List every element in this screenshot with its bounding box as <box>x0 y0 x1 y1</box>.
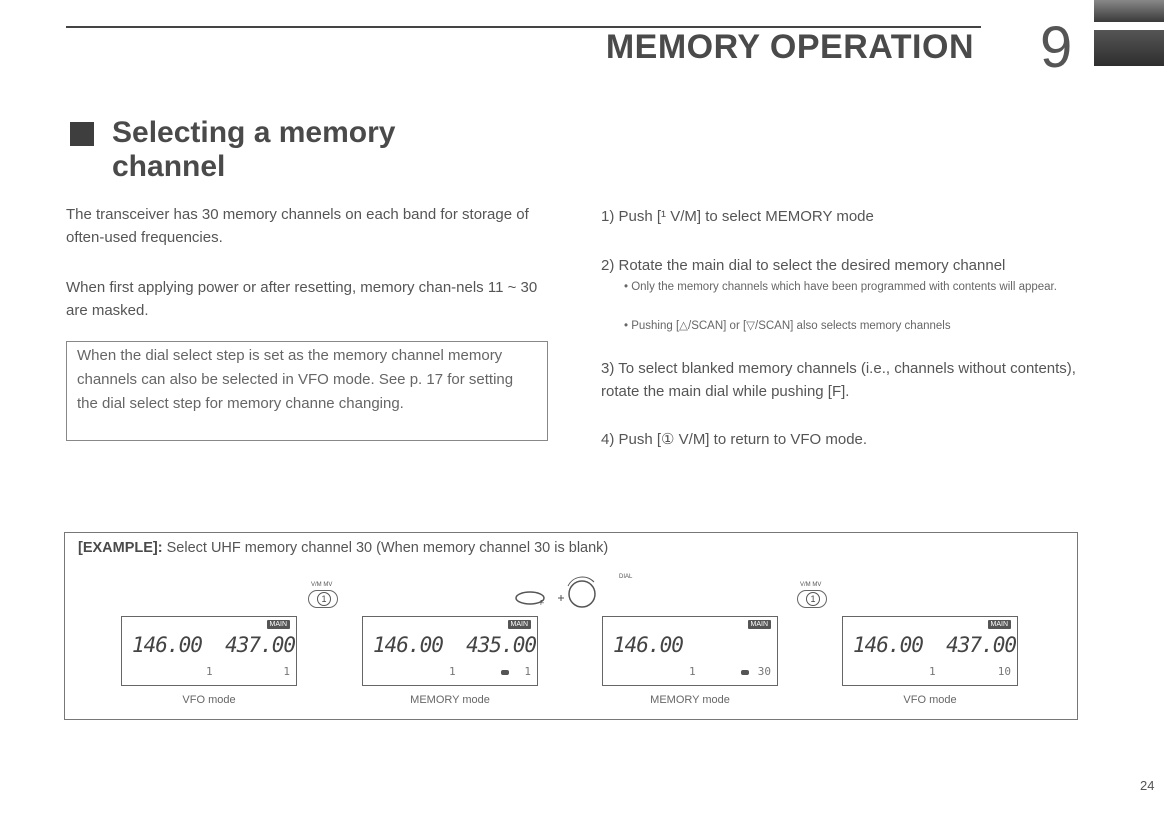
vm-button-label: V/M MV <box>311 582 333 588</box>
lcd-right-digit: 1 <box>283 665 290 678</box>
intro-paragraph: The transceiver has 30 memory channels on each band for storage of often-used frequencies. <box>66 206 529 246</box>
lcd-right-digit: 10 <box>997 665 1011 678</box>
main-indicator: MAIN <box>508 620 532 629</box>
main-indicator: MAIN <box>748 620 772 629</box>
step-2: 2) Rotate the main dial to select the desired memory channel <box>601 257 1006 274</box>
main-indicator: MAIN <box>988 620 1012 629</box>
f-plus-dial-icon <box>506 572 626 614</box>
lcd-right-digit: 1 <box>524 665 531 678</box>
side-tab-marker <box>1094 0 1164 22</box>
example-caption <box>78 540 608 556</box>
lcd-left-digit: 1 <box>689 665 696 678</box>
section-title <box>112 116 512 184</box>
lcd-display-2 <box>362 616 538 686</box>
lcd-display-3 <box>602 616 778 686</box>
display-mode-label: VFO mode <box>182 694 236 706</box>
step-4: 4) Push [① V/M] to return to VFO mode. <box>601 431 868 448</box>
f-label: F <box>540 600 545 607</box>
lcd-right-digit: 30 <box>757 665 771 678</box>
note-text: When the dial select step is set as the memory channel memory channels can also be selected in VFO mode. See p. 17 for setting the dial select step for memory channe changing. <box>77 347 514 412</box>
memory-indicator-icon <box>501 670 509 675</box>
step-3: 3) To select blanked memory channels (i.e., channels without contents), rotate the main dial while pushing [F]. <box>601 360 1076 400</box>
section-title-line1: Selecting a memory <box>112 116 396 149</box>
vm-button-number-2: 1 <box>806 592 820 606</box>
display-mode-label: MEMORY mode <box>410 694 490 706</box>
step-2-note-2: • Pushing [△/SCAN] or [▽/SCAN] also selects memory channels <box>624 320 951 332</box>
display-mode-label: VFO mode <box>903 694 957 706</box>
lcd-frequency: 146.00 437.00 <box>132 633 296 657</box>
page-number: 24 <box>1140 778 1155 793</box>
main-indicator: MAIN <box>267 620 291 629</box>
section-title-line2: channel <box>112 150 226 183</box>
side-tab-marker-active <box>1094 30 1164 66</box>
chapter-number: 9 <box>1040 15 1073 80</box>
vm-button-number: 1 <box>317 592 331 606</box>
example-caption-label: [EXAMPLE]: <box>78 540 163 556</box>
vm-button-label-2: V/M MV <box>800 582 822 588</box>
section-bullet-square <box>70 122 94 146</box>
step-1: 1) Push [¹ V/M] to select MEMORY mode <box>601 208 874 225</box>
masked-paragraph: When first applying power or after resetting, memory chan-nels 11 ~ 30 are masked. <box>66 279 538 319</box>
vm-button-icon <box>308 590 338 608</box>
lcd-left-digit: 1 <box>449 665 456 678</box>
lcd-display-4 <box>842 616 1018 686</box>
lcd-frequency: 146.00 <box>613 633 683 657</box>
lcd-frequency: 146.00 435.00 <box>373 633 537 657</box>
lcd-left-digit: 1 <box>929 665 936 678</box>
lcd-frequency: 146.00 437.00 <box>853 633 1017 657</box>
example-caption-text: Select UHF memory channel 30 (When memory channel 30 is blank) <box>162 540 609 556</box>
dial-label: DIAL <box>619 574 633 580</box>
vm-button-icon-2 <box>797 590 827 608</box>
lcd-left-digit: 1 <box>206 665 213 678</box>
note-box <box>66 341 548 441</box>
step-2-note-1: • Only the memory channels which have been programmed with contents will appear. <box>624 281 1057 293</box>
display-mode-label: MEMORY mode <box>650 694 730 706</box>
chapter-title: MEMORY OPERATION <box>605 28 974 66</box>
lcd-display-1 <box>121 616 297 686</box>
memory-indicator-icon <box>741 670 749 675</box>
